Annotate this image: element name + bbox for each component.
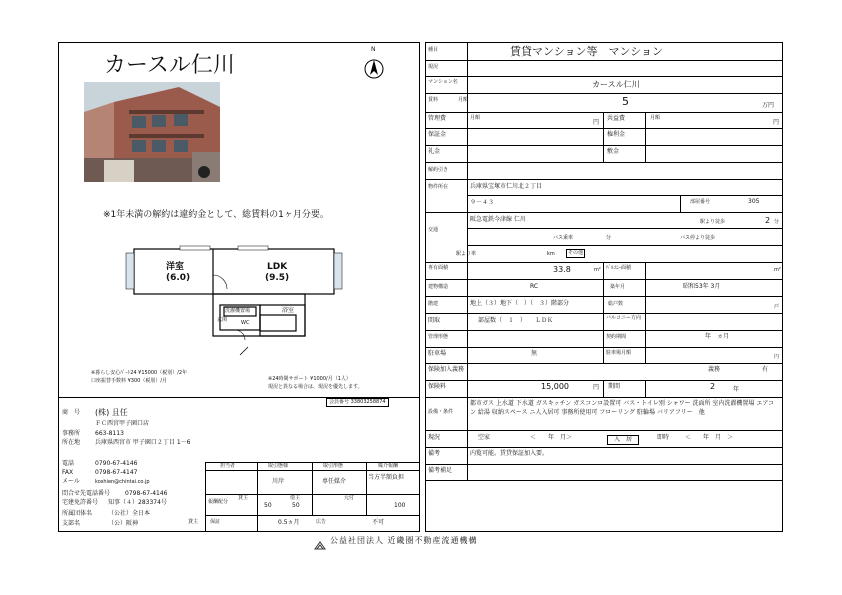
reg-label: 宅建免許番号 [62, 499, 99, 506]
address: 兵庫県西宮市 甲子園口２丁目 1－6 [95, 439, 191, 446]
built-value: 昭和53年 3月 [683, 283, 721, 290]
contract-label: 契約期間 [606, 334, 627, 340]
rent-unit: 万円 [762, 102, 775, 109]
mini-fee1: 50 [264, 502, 272, 509]
notice: ※1年未満の解約は違約金として、総賃料の1ヶ月分要。 [103, 210, 329, 220]
contract-value: 年 ヵ月 [705, 333, 730, 340]
transport-label: 交通 [428, 227, 439, 233]
mail[interactable]: koshien@chintai.co.jp [95, 479, 150, 485]
common-label: 共益費 [607, 115, 626, 122]
layout2-label: バルコニー方向 [606, 315, 642, 321]
room2-label: LDK [267, 262, 288, 272]
title-label: 種目 [428, 47, 439, 53]
parking-fee-label: 駐車場月額 [606, 350, 632, 356]
mini-h1: 担当者 [220, 463, 236, 469]
address-label: 所在地 [62, 439, 81, 446]
mini-fee2-label: 借主 [290, 495, 301, 501]
mini-fee-label: 報酬配分 [208, 499, 229, 505]
period-unit: 年 [733, 386, 740, 393]
floorplan [120, 235, 350, 360]
mail-label: メール [62, 478, 80, 485]
listing-title: 賃貸マンション等 マンション [510, 45, 664, 58]
gift-label: 礼金 [428, 148, 441, 155]
member-number: 会員番号 33803258874 [326, 398, 389, 407]
balcony-label: ﾊﾞﾙｺﾆｰ面積 [606, 265, 632, 271]
deposit-label: 保証金 [428, 131, 447, 138]
period-label: 期間 [608, 383, 621, 390]
mini-comm-label: 貸主 [188, 519, 199, 525]
bus-unit: 分 [606, 235, 612, 241]
mansion-name: カースル仁川 [592, 80, 640, 89]
insurance-fee-label: 保険料 [428, 383, 447, 390]
rent-value: 5 [622, 95, 629, 108]
mgmt-label: 管理費 [428, 115, 447, 122]
facilities-label: 設備・条件 [428, 409, 454, 415]
floors-value: 地上（３）地下（ ）（ ３）階部分 [470, 300, 570, 307]
toilet-label: WC [241, 320, 250, 326]
insurance-val: 有 [762, 366, 769, 373]
mini-fee1-label: 貸主 [238, 495, 249, 501]
room1-size: (6.0) [166, 273, 191, 283]
structure-value: RC [530, 283, 539, 290]
area-unit: m² [594, 267, 601, 273]
floors-label: 階建 [428, 301, 439, 307]
north-arrow-icon [363, 50, 385, 80]
rent-label: 賃料 [428, 97, 439, 103]
status2-label: 現況 [428, 434, 441, 441]
mini-h2: 取引態様 [268, 463, 289, 469]
move-value: 即時 [657, 434, 670, 441]
layout-label: 間取 [428, 317, 441, 324]
branch2: （公）阪神 [108, 520, 139, 527]
bus-label: バス乗車 [553, 235, 574, 241]
trade-name: (株) 且任 [95, 408, 128, 417]
association-logo-icon [314, 536, 326, 546]
footer-text: 公益社団法人 近畿圏不動産流通機構 [330, 536, 478, 545]
parking-label: 駐車場 [428, 350, 447, 357]
tel: 0790-67-4146 [95, 460, 138, 467]
balcony-unit: m² [774, 267, 781, 273]
entrance-label: 玄関 [217, 317, 228, 323]
cancel-label: 解約引き [428, 167, 449, 173]
license-label: 事務所 [62, 430, 81, 437]
name-label: マンション名 [428, 79, 458, 85]
mini-h3: 取引形態 [323, 463, 344, 469]
trade-label: 商 号 [62, 409, 81, 416]
branch2-label: 支部名 [62, 520, 81, 527]
structure-label: 建物構造 [428, 284, 449, 290]
room-no: 305 [748, 198, 760, 205]
insurance-label: 保険加入義務 [428, 366, 465, 373]
mini-h4: 媒介報酬 [378, 463, 399, 469]
facilities-value: 都市ガス 上水道 下水道 ガスキッチン ガスコンロ設置可 バス・トイレ別 シャワー 洗面所 室内洗濯機置場 エアコン 給湯 収納スペース ニ人入居可 事務所使用可 フローリング 駐輪場 バリアフリー 他 [470, 400, 775, 417]
mini-rent: 0.5ヵ月 [278, 519, 300, 526]
room2-size: (9.5) [265, 273, 290, 283]
insurance-fee: 15,000 [541, 382, 569, 391]
washer-label: 洗濯機置場 [225, 308, 251, 314]
parking-value: 無 [531, 350, 538, 357]
insurance-fee-unit: 円 [593, 384, 600, 391]
note-left: ※暮らし安心ﾊﾟｰﾄ24 ¥15000（税別）/2年 口座振替手数料 ¥300（税別）/月 [91, 370, 188, 384]
mgmt-sub: 月額 [470, 115, 481, 121]
keymoney-label: 権利金 [607, 131, 626, 138]
branch-name: ＦＣ西宮甲子園口店 [95, 420, 150, 427]
car-unit: km [547, 251, 555, 257]
building-photo [84, 82, 220, 182]
parking-fee-unit: 円 [774, 354, 780, 360]
mini-v2: 川岸 [272, 478, 285, 485]
location-line2: ９－４３ [470, 199, 495, 206]
remark2-label: 備考補足 [428, 467, 453, 474]
status2-value: 空家 [478, 434, 491, 441]
built-label: 築年月 [610, 284, 626, 290]
units-label: 総戸数 [608, 301, 624, 307]
fax: 0798-67-4147 [95, 469, 138, 476]
location-line1: 兵庫県宝塚市仁川北２丁目 [470, 183, 543, 190]
common-sub: 月額 [650, 115, 661, 121]
mini-v3: 専任媒介 [322, 478, 347, 485]
mini-fee3-label: 元付 [344, 495, 355, 501]
common-unit: 円 [773, 119, 780, 126]
move-label: 入 居 [607, 435, 639, 445]
remark-label: 備考 [428, 450, 441, 457]
units-unit: 戸 [774, 304, 780, 310]
station: 阪急電鉄今津線 仁川 [470, 216, 526, 223]
north-label: N [371, 46, 376, 53]
area-label: 専有面積 [428, 265, 449, 271]
contact-label: 問合せ先電話番号 [62, 490, 111, 497]
mini-ad-label: 広告 [316, 519, 327, 525]
license: 663-8113 [95, 430, 124, 437]
mini-fee2: 50 [292, 502, 300, 509]
walk-unit: 分 [774, 219, 780, 225]
shiki-label: 敷金 [607, 148, 620, 155]
location-label: 物件所在 [428, 184, 449, 190]
assoc-label: 所属団体名 [62, 510, 93, 517]
mini-rent-label: 保証 [210, 519, 221, 525]
tel-label: 電話 [62, 460, 75, 467]
layout-value: 部屋数（ １ ） ＬＤＫ [478, 317, 554, 324]
bath-label: 浴室 [282, 307, 295, 314]
room1-label: 洋室 [166, 262, 185, 272]
insurance-opt: 義務 [708, 366, 721, 373]
reg: 知事（４）283374号 [108, 499, 167, 506]
contact: 0798-67-4146 [125, 490, 168, 497]
mini-fee3: 100 [394, 502, 406, 509]
assoc: （公社）全日本 [108, 510, 151, 517]
remark-value: 内覧可能。賃貸保証加入要。 [470, 450, 549, 457]
fax-label: FAX [62, 469, 74, 476]
walk-value: 2 [765, 216, 771, 225]
mini-v4: 当方半額負担 [368, 474, 405, 481]
rent-sub: 月額 [458, 97, 469, 103]
from-label: ＜ 年 月＞ [530, 434, 573, 441]
other-label: その他 [568, 250, 584, 256]
move-date: ＜ 年 月 ＞ [685, 434, 734, 441]
car-label: 駅より車 [456, 251, 477, 257]
mini-ad: 不可 [372, 519, 385, 526]
area-value: 33.8 [553, 265, 571, 274]
mgmt-unit: 円 [593, 119, 600, 126]
status-label: 現況 [428, 64, 439, 70]
mgmt-form-label: 管理形態 [428, 334, 449, 340]
property-name: カースル仁川 [104, 53, 235, 78]
busstop-label: バス停より徒歩 [680, 235, 716, 241]
period-value: 2 [710, 382, 716, 391]
walk-label: 駅より徒歩 [700, 219, 726, 225]
room-no-label: 部屋番号 [690, 199, 711, 205]
note-right: ※24時間サポート ¥1000/月（1人） 現況と異なる場合は、現況を優先します。 [268, 376, 363, 390]
